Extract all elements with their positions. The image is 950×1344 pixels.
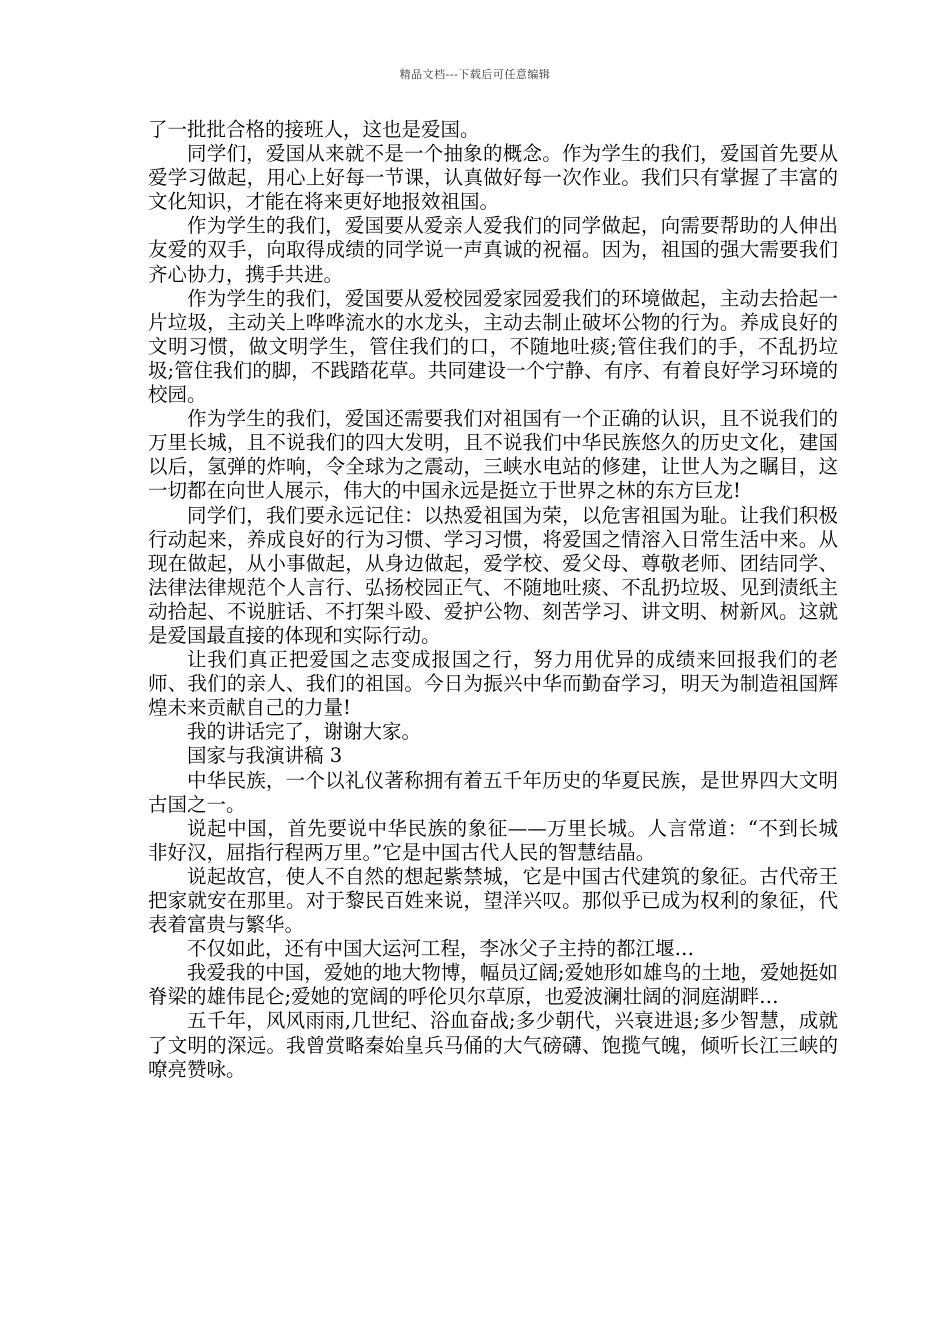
- paragraph: 让我们真正把爱国之志变成报国之行，努力用优异的成绩来回报我们的老师、我们的亲人、我们的祖国。今日为振兴中华而勤奋学习，明天为制造祖国辉煌未来贡献自己的力量!: [148, 648, 838, 720]
- paragraph: 同学们，我们要永远记住：以热爱祖国为荣，以危害祖国为耻。让我们积极行动起来，养成良好的行为习惯、学习习惯，将爱国之情溶入日常生活中来。从现在做起，从小事做起，从身边做起，爱学校、爱父母、尊敬老师、团结同学、法律法律规范个人言行、弘扬校园正气、不随地吐痰、不乱扔垃圾、见到渍纸主动拾起、不说脏话、不打架斗殴、爱护公物、刻苦学习、讲文明、树新风。这就是爱国最直接的体现和实际行动。: [148, 503, 838, 647]
- page-header: 精品文档---下载后可任意编辑: [399, 68, 551, 81]
- paragraph: 作为学生的我们，爱国还需要我们对祖国有一个正确的认识，且不说我们的万里长城，且不说我们的四大发明，且不说我们中华民族悠久的历史文化，建国以后，氢弹的炸响，令全球为之震动，三峡水电站的修建，让世人为之瞩目，这一切都在向世人展示，伟大的中国永远是挺立于世界之林的东方巨龙!: [148, 407, 838, 503]
- paragraph: 中华民族，一个以礼仪著称拥有着五千年历史的华夏民族，是世界四大文明古国之一。: [148, 768, 838, 816]
- paragraph: 我爱我的中国，爱她的地大物博，幅员辽阔;爱她形如雄鸟的土地，爱她挺如脊梁的雄伟昆仑;爱她的宽阔的呼伦贝尔草原，也爱波澜壮阔的洞庭湖畔…: [148, 961, 838, 1009]
- paragraph: 五千年，风风雨雨,几世纪、浴血奋战;多少朝代，兴衰进退;多少智慧，成就了文明的深远。我曾赏略秦始皇兵马俑的大气磅礴、饱揽气魄，倾听长江三峡的嘹亮赞咏。: [148, 1009, 838, 1081]
- paragraph: 说起中国，首先要说中华民族的象征——万里长城。人言常道：“不到长城非好汉，屈指行程两万里。”它是中国古代人民的智慧结晶。: [148, 816, 838, 864]
- document-body: [148, 118, 838, 1082]
- paragraph: 我的讲话完了，谢谢大家。: [187, 720, 422, 744]
- paragraph: 作为学生的我们，爱国要从爱校园爱家园爱我们的环境做起，主动去拾起一片垃圾，主动关上哗哗流水的水龙头，主动去制止破坏公物的行为。养成良好的文明习惯，做文明学生，管住我们的口，不随地吐痰;管住我们的手，不乱扔垃圾;管住我们的脚，不践踏花草。共同建设一个宁静、有序、有着良好学习环境的校园。: [148, 286, 838, 407]
- paragraph: 不仅如此，还有中国大运河工程，李冰父子主持的都江堰…: [187, 937, 695, 961]
- paragraph: 作为学生的我们，爱国要从爱亲人爱我们的同学做起，向需要帮助的人伸出友爱的双手，向取得成绩的同学说一声真诚的祝福。因为，祖国的强大需要我们齐心协力，携手共进。: [148, 214, 838, 286]
- paragraph: 说起故宫，使人不自然的想起紫禁城，它是中国古代建筑的象征。古代帝王把家就安在那里。对于黎民百姓来说，望洋兴叹。那似乎已成为权利的象征，代表着富贵与繁华。: [148, 864, 838, 937]
- paragraph: 了一批批合格的接班人，这也是爱国。: [148, 118, 480, 141]
- section-title: 国家与我演讲稿 3: [187, 744, 343, 768]
- paragraph: 同学们，爱国从来就不是一个抽象的概念。作为学生的我们，爱国首先要从爱学习做起，用心上好每一节课，认真做好每一次作业。我们只有掌握了丰富的文化知识，才能在将来更好地报效祖国。: [148, 142, 838, 214]
